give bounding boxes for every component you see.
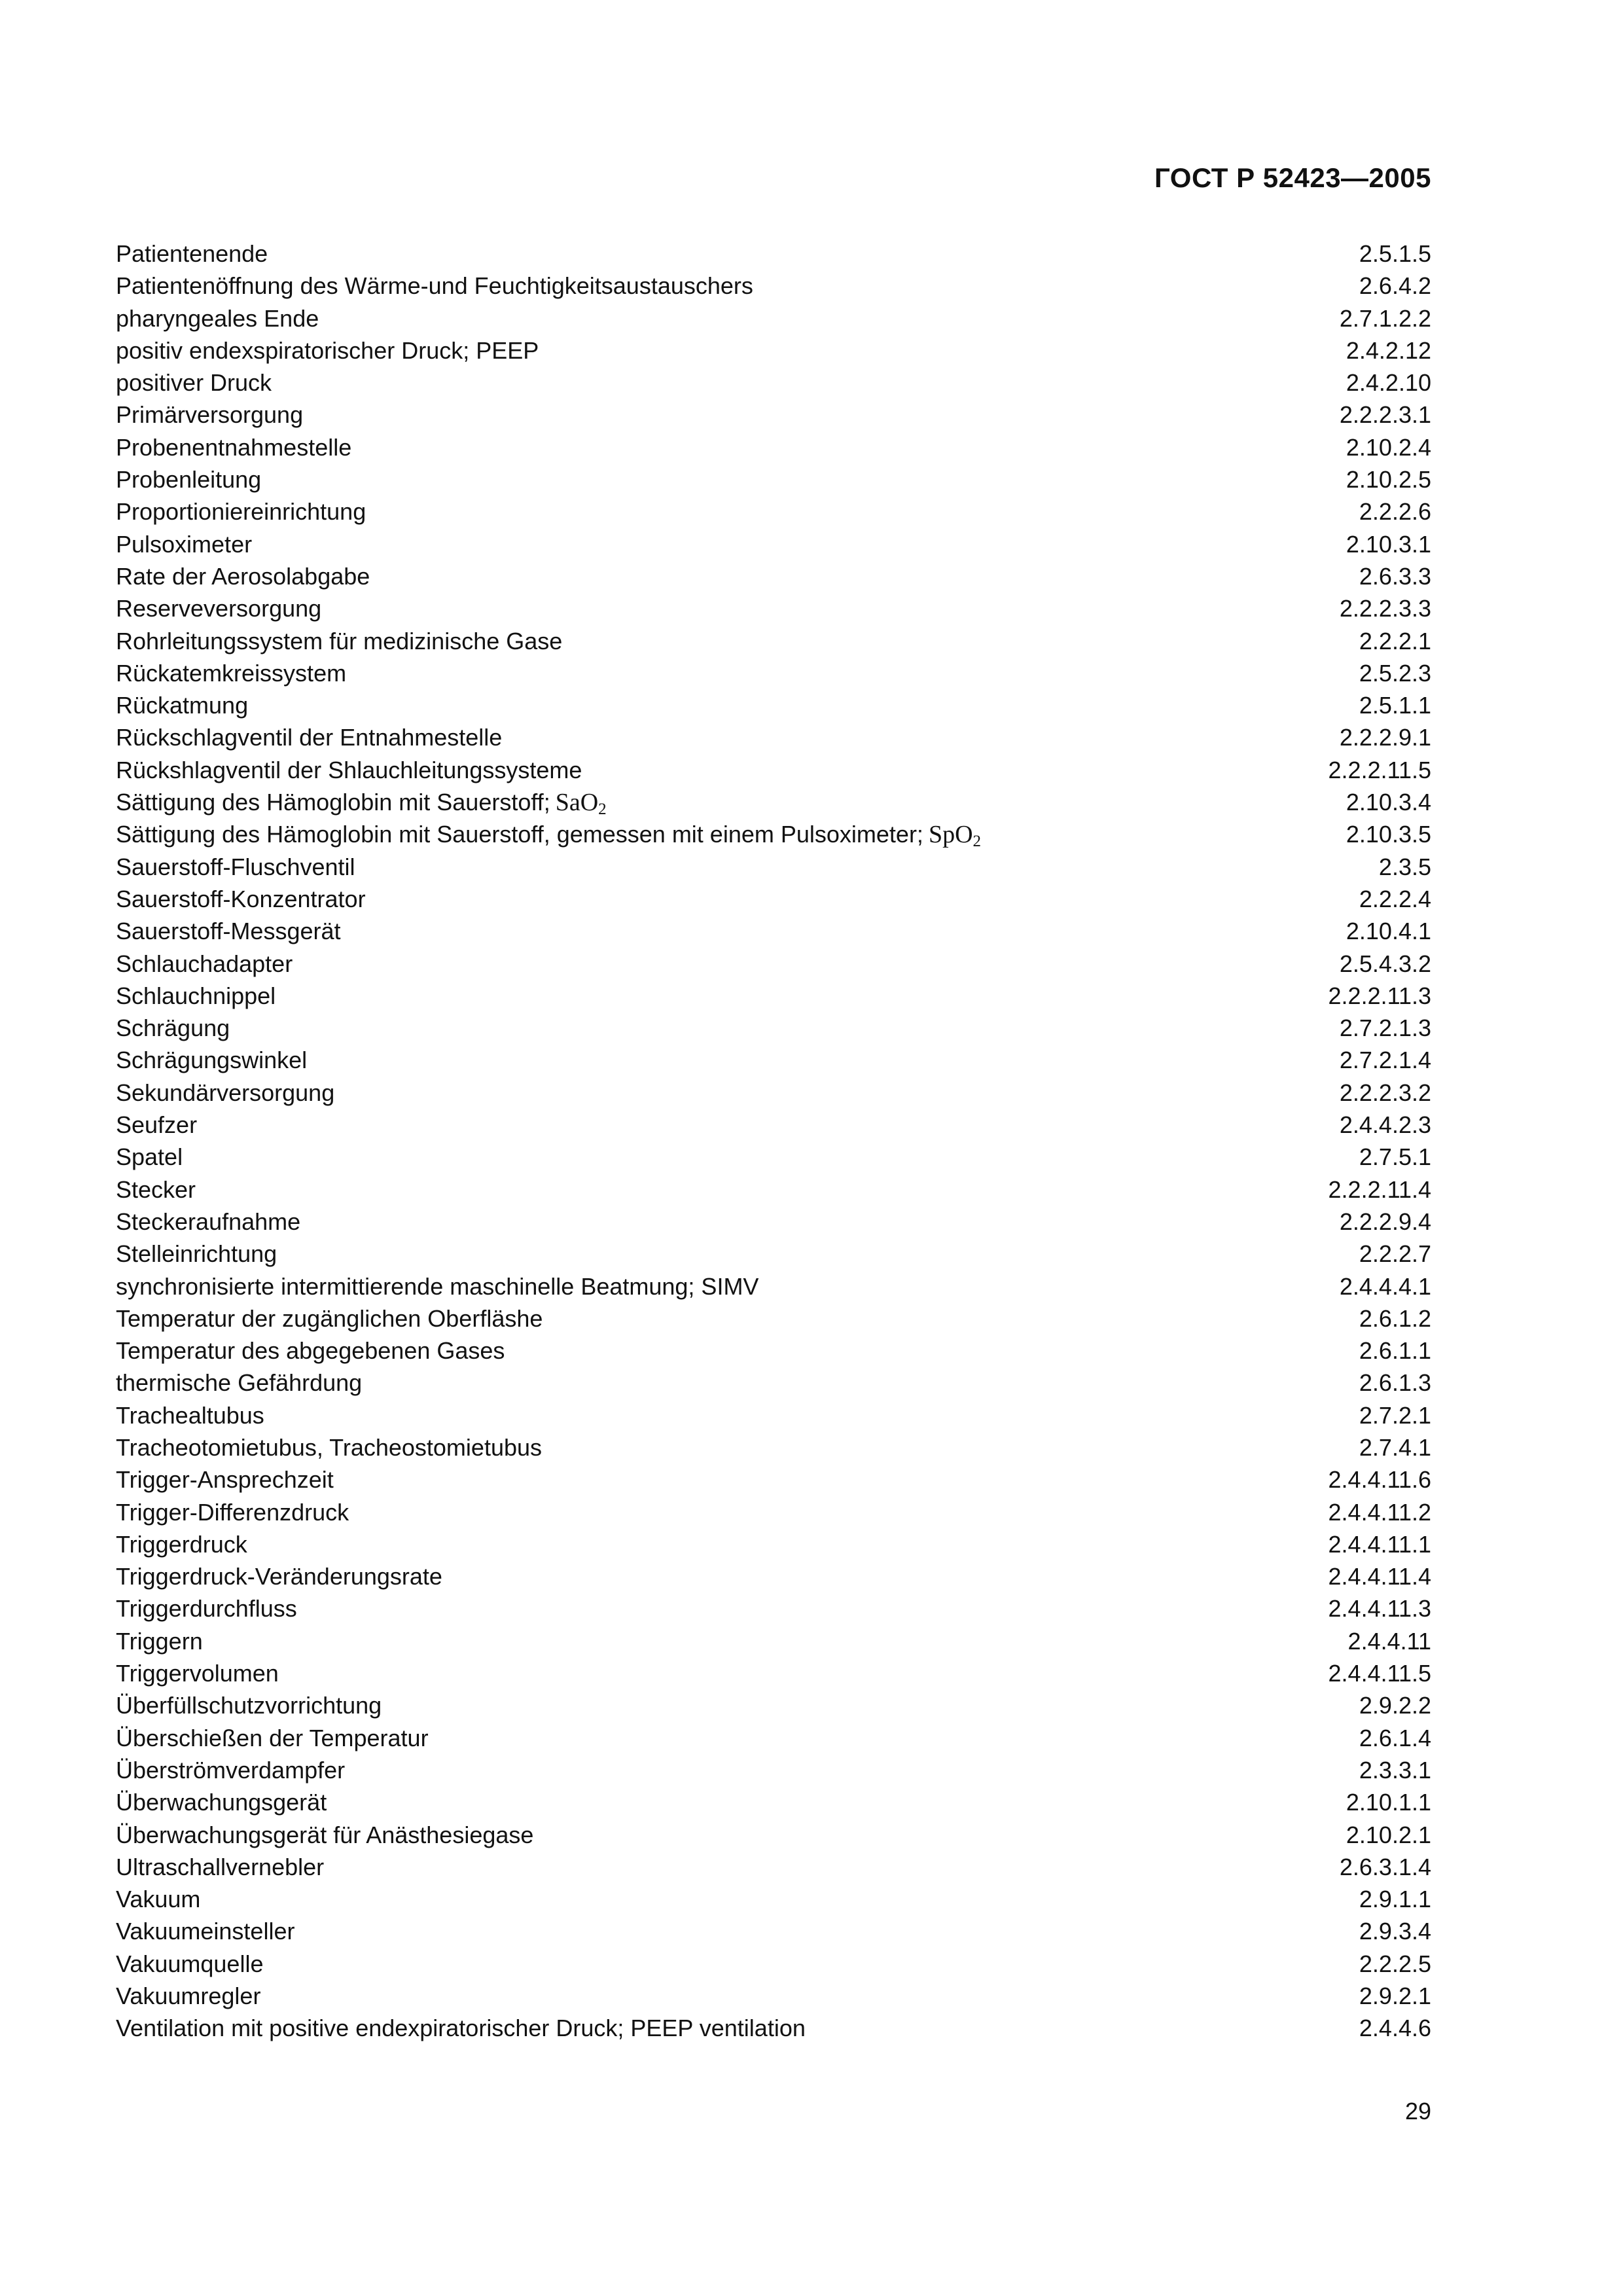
index-term-text: synchronisierte intermittierende maschinelle Beatmung; SIMV [116,1272,759,1300]
index-term-text: Vakuumregler [116,1982,261,2010]
index-term [116,302,319,334]
index-term-text: Überschießen der Temperatur [116,1724,429,1751]
index-term [116,657,346,689]
index-entry [116,1367,1431,1399]
index-entry [116,1560,1431,1592]
document-header: ГОСТ Р 52423—2005 [1154,162,1431,193]
index-term [116,754,582,786]
index-entry [116,2012,1431,2044]
index-term-text: Seufzer [116,1111,198,1139]
index-entry [116,1206,1431,1238]
index-term [116,270,753,302]
index-term [116,625,562,657]
index-term [116,1851,324,1883]
index-reference: 2.6.4.2 [1359,272,1431,300]
index-term [116,721,502,753]
index-reference: 2.2.2.11.5 [1328,756,1431,783]
index-entry [116,1883,1431,1915]
index-entry [116,1722,1431,1754]
index-entry [116,495,1431,528]
index-entry [116,851,1431,883]
index-term-text: Rohrleitungssystem für medizinische Gase [116,627,563,655]
index-term [116,495,366,528]
index-reference: 2.4.4.11 [1347,1627,1431,1655]
index-entry [116,625,1431,657]
index-reference: 2.10.4.1 [1346,918,1431,945]
index-term [116,1625,203,1657]
index-term-text: Überströmverdampfer [116,1756,346,1784]
index-reference: 2.9.2.2 [1359,1692,1431,1719]
index-entry [116,1625,1431,1657]
chemical-abbreviation-base: SpO [928,821,973,849]
page-number: 29 [1404,2098,1431,2125]
index-term [116,463,261,495]
index-entry [116,367,1431,399]
index-term-text: Überfüllschutzvorrichtung [116,1692,382,1719]
index-reference: 2.4.4.2.3 [1339,1111,1431,1139]
index-term-text: Triggervolumen [116,1660,279,1687]
index-term [116,431,351,463]
index-reference: 2.3.5 [1378,853,1431,880]
index-term-text: Trigger-Ansprechzeit [116,1466,334,1494]
index-term-text: Trachealtubus [116,1401,264,1429]
index-entry [116,1335,1431,1367]
index-reference: 2.6.1.1 [1359,1337,1431,1365]
index-reference: 2.5.2.3 [1359,659,1431,687]
index-entry [116,463,1431,495]
index-entry [116,1270,1431,1302]
index-term [116,1722,429,1754]
chemical-abbreviation-subscript: 2 [598,800,607,819]
index-term [116,1819,533,1851]
index-entry [116,1077,1431,1109]
index-term-text: Tracheotomietubus, Tracheostomietubus [116,1433,543,1461]
index-reference: 2.2.2.3.3 [1339,595,1431,622]
index-reference: 2.6.3.1.4 [1339,1853,1431,1880]
chemical-abbreviation-base: SaO [555,789,599,817]
index-term-text: Schlauchnippel [116,982,276,1009]
index-reference: 2.10.2.5 [1346,466,1431,493]
index-term [116,1657,279,1689]
index-reference: 2.2.2.5 [1359,1950,1431,1977]
index-reference: 2.6.3.3 [1359,562,1431,590]
index-reference: 2.2.2.9.4 [1339,1208,1431,1235]
index-reference: 2.9.1.1 [1359,1886,1431,1913]
index-term [116,1238,277,1270]
index-term-text: Rückatmung [116,692,249,719]
index-term [116,818,981,851]
index-reference: 2.2.2.6 [1359,498,1431,526]
index-entry [116,334,1431,367]
index-entry [116,657,1431,689]
index-reference: 2.2.2.7 [1359,1240,1431,1268]
index-entry [116,1657,1431,1689]
index-term-text: thermische Gefährdung [116,1369,363,1397]
index-term-text: Stelleinrichtung [116,1240,277,1268]
index-term [116,1980,260,2012]
index-entry [116,1980,1431,2012]
index-term [116,1689,382,1721]
index-term-text: Rate der Aerosolabgabe [116,562,370,590]
index-term-text: Probenentnahmestelle [116,433,352,461]
index-term-text: Pulsoximeter [116,530,253,558]
index-term-text: Schrägungswinkel [116,1047,308,1074]
index-entry [116,948,1431,980]
index-entry [116,1592,1431,1624]
index-term-text: Triggerdruck-Veränderungsrate [116,1563,442,1590]
index-term-text: Trigger-Differenzdruck [116,1498,349,1526]
index-reference: 2.4.4.11.4 [1328,1563,1431,1590]
index-reference: 2.7.4.1 [1359,1433,1431,1461]
index-term [116,2012,806,2044]
index-term-text: Reserveversorgung [116,595,322,622]
index-term [116,980,276,1012]
index-term-text: Triggern [116,1627,203,1655]
index-entry [116,528,1431,560]
index-reference: 2.7.5.1 [1359,1143,1431,1171]
index-reference: 2.10.3.4 [1346,789,1431,816]
index-reference: 2.6.1.2 [1359,1304,1431,1332]
index-reference: 2.5.4.3.2 [1339,950,1431,977]
index-entry [116,1496,1431,1528]
index-term-text: Ventilation mit positive endexpiratorischer Druck; PEEP ventilation [116,2015,806,2042]
index-reference: 2.2.2.3.2 [1339,1079,1431,1106]
index-term [116,1463,334,1496]
index-entry [116,786,1431,818]
index-term [116,1883,200,1915]
index-entry [116,689,1431,721]
index-entry [116,754,1431,786]
index-reference: 2.4.2.10 [1346,369,1431,397]
index-term [116,1206,300,1238]
index-term [116,1109,197,1141]
index-term [116,1335,505,1367]
index-entry [116,721,1431,753]
index-term-text: Triggerdurchfluss [116,1595,297,1623]
index-term [116,915,341,947]
index-term-text: Vakuumeinsteller [116,1918,295,1945]
index-reference: 2.6.1.4 [1359,1724,1431,1751]
index-term-text: Schlauchadapter [116,950,293,977]
index-term [116,1302,543,1335]
index-entry [116,1399,1431,1431]
index-term [116,1754,345,1786]
index-entry [116,1786,1431,1818]
index-entry [116,1948,1431,1980]
index-entry [116,1915,1431,1947]
index-entry [116,592,1431,624]
index-entry [116,1689,1431,1721]
index-reference: 2.9.2.1 [1359,1982,1431,2010]
index-term-text: Temperatur der zugänglichen Oberfläshe [116,1304,543,1332]
index-term [116,367,272,399]
index-reference: 2.4.4.11.3 [1328,1595,1431,1623]
index-term-text: Vakuum [116,1886,201,1913]
index-reference: 2.2.2.11.4 [1328,1175,1431,1203]
index-term [116,1786,327,1818]
index-reference: 2.4.4.6 [1359,2015,1431,2042]
index-reference: 2.10.3.1 [1346,530,1431,558]
index-term-text: Sättigung des Hämoglobin mit Sauerstoff; [116,789,550,816]
index-term-text: Sauerstoff-Messgerät [116,918,341,945]
index-reference: 2.5.1.5 [1359,240,1431,267]
index-term-text: Probenleitung [116,466,262,493]
index-entry [116,1819,1431,1851]
index-term-text: pharyngeales Ende [116,304,319,332]
index-term-text: Sauerstoff-Fluschventil [116,853,355,880]
index-term-text: Primärversorgung [116,401,304,429]
index-term-text: Proportioniereinrichtung [116,498,366,526]
index-entry [116,883,1431,915]
index-term-text: Steckeraufnahme [116,1208,301,1235]
index-term-text: positiv endexspiratorischer Druck; PEEP [116,336,539,364]
index-term-text: Sekundärversorgung [116,1079,335,1106]
index-term-text: Schrägung [116,1014,230,1042]
index-term-text: Überwachungsgerät [116,1789,327,1816]
index-reference: 2.9.3.4 [1359,1918,1431,1945]
index-entry [116,560,1431,592]
index-entry [116,1431,1431,1463]
index-reference: 2.10.1.1 [1346,1789,1431,1816]
index-entry [116,1302,1431,1335]
index-term [116,560,370,592]
index-reference: 2.2.2.9.1 [1339,724,1431,751]
index-term-text: positiver Druck [116,369,272,397]
index-term [116,948,293,980]
index-entry [116,1109,1431,1141]
index-term [116,399,303,431]
index-entry [116,1044,1431,1076]
chemical-abbreviation [555,789,607,819]
index-term-text: Patientenende [116,240,268,267]
index-term [116,1431,542,1463]
index-term [116,592,321,624]
index-entry [116,302,1431,334]
index-term [116,1367,362,1399]
index-reference: 2.7.2.1.4 [1339,1047,1431,1074]
index-term [116,1012,230,1044]
index-reference: 2.2.2.1 [1359,627,1431,655]
index-reference: 2.4.4.11.2 [1328,1498,1431,1526]
index-term [116,1077,334,1109]
index-reference: 2.4.4.4.1 [1339,1272,1431,1300]
index-entry [116,431,1431,463]
index-term [116,1528,247,1560]
index-term-text: Patientenöffnung des Wärme-und Feuchtigkeitsaustauschers [116,272,753,300]
index-term [116,786,607,819]
index-term [116,528,252,560]
index-reference: 2.7.1.2.2 [1339,304,1431,332]
index-entry [116,915,1431,947]
index-term [116,1560,442,1592]
index-term-text: Überwachungsgerät für Anästhesiegase [116,1821,534,1848]
index-reference: 2.10.2.4 [1346,433,1431,461]
index-entry [116,270,1431,302]
index-term-text: Rückatemkreissystem [116,659,347,687]
index-term-text: Stecker [116,1175,196,1203]
index-reference: 2.4.4.11.6 [1328,1466,1431,1494]
index-reference: 2.7.2.1 [1359,1401,1431,1429]
chemical-abbreviation [928,821,982,851]
index-reference: 2.2.2.4 [1359,885,1431,912]
index-reference: 2.4.2.12 [1346,336,1431,364]
index-term [116,883,366,915]
index-entry [116,238,1431,270]
index-term [116,238,268,270]
index-term [116,334,539,367]
index-entry [116,1238,1431,1270]
index-reference: 2.6.1.3 [1359,1369,1431,1397]
index-entry [116,1012,1431,1044]
chemical-abbreviation-subscript: 2 [972,833,982,851]
index-term-text: Rückshlagventil der Shlauchleitungssysteme [116,756,582,783]
index-term-text: Ultraschallvernebler [116,1853,325,1880]
index-entry [116,1528,1431,1560]
index-reference: 2.2.2.3.1 [1339,401,1431,429]
index-reference: 2.2.2.11.3 [1328,982,1431,1009]
index-entry [116,980,1431,1012]
index-reference: 2.7.2.1.3 [1339,1014,1431,1042]
index-term [116,1592,297,1624]
index-term [116,1270,758,1302]
index-term [116,689,248,721]
index-term [116,1174,196,1206]
index-entry [116,1141,1431,1173]
index-term [116,1044,307,1076]
index-list [116,238,1431,2045]
index-term-text: Vakuumquelle [116,1950,264,1977]
index-term [116,1399,264,1431]
index-entry [116,399,1431,431]
index-reference: 2.4.4.11.5 [1328,1660,1431,1687]
index-entry [116,1754,1431,1786]
index-term [116,1948,263,1980]
index-term [116,851,355,883]
index-term-text: Spatel [116,1143,183,1171]
index-term-text: Temperatur des abgegebenen Gases [116,1337,505,1365]
index-term-text: Sauerstoff-Konzentrator [116,885,366,912]
index-term-text: Rückschlagventil der Entnahmestelle [116,724,503,751]
index-entry [116,1463,1431,1496]
index-term-text: Triggerdruck [116,1530,247,1558]
index-reference: 2.10.3.5 [1346,821,1431,848]
index-entry [116,1851,1431,1883]
index-reference: 2.4.4.11.1 [1328,1530,1431,1558]
index-term [116,1141,183,1173]
index-term [116,1496,349,1528]
index-term-text: Sättigung des Hämoglobin mit Sauerstoff, gemessen mit einem Pulsoximeter; [116,821,923,848]
index-entry [116,1174,1431,1206]
index-reference: 2.10.2.1 [1346,1821,1431,1848]
index-reference: 2.3.3.1 [1359,1756,1431,1784]
index-reference: 2.5.1.1 [1359,692,1431,719]
index-term [116,1915,294,1947]
index-entry [116,818,1431,850]
